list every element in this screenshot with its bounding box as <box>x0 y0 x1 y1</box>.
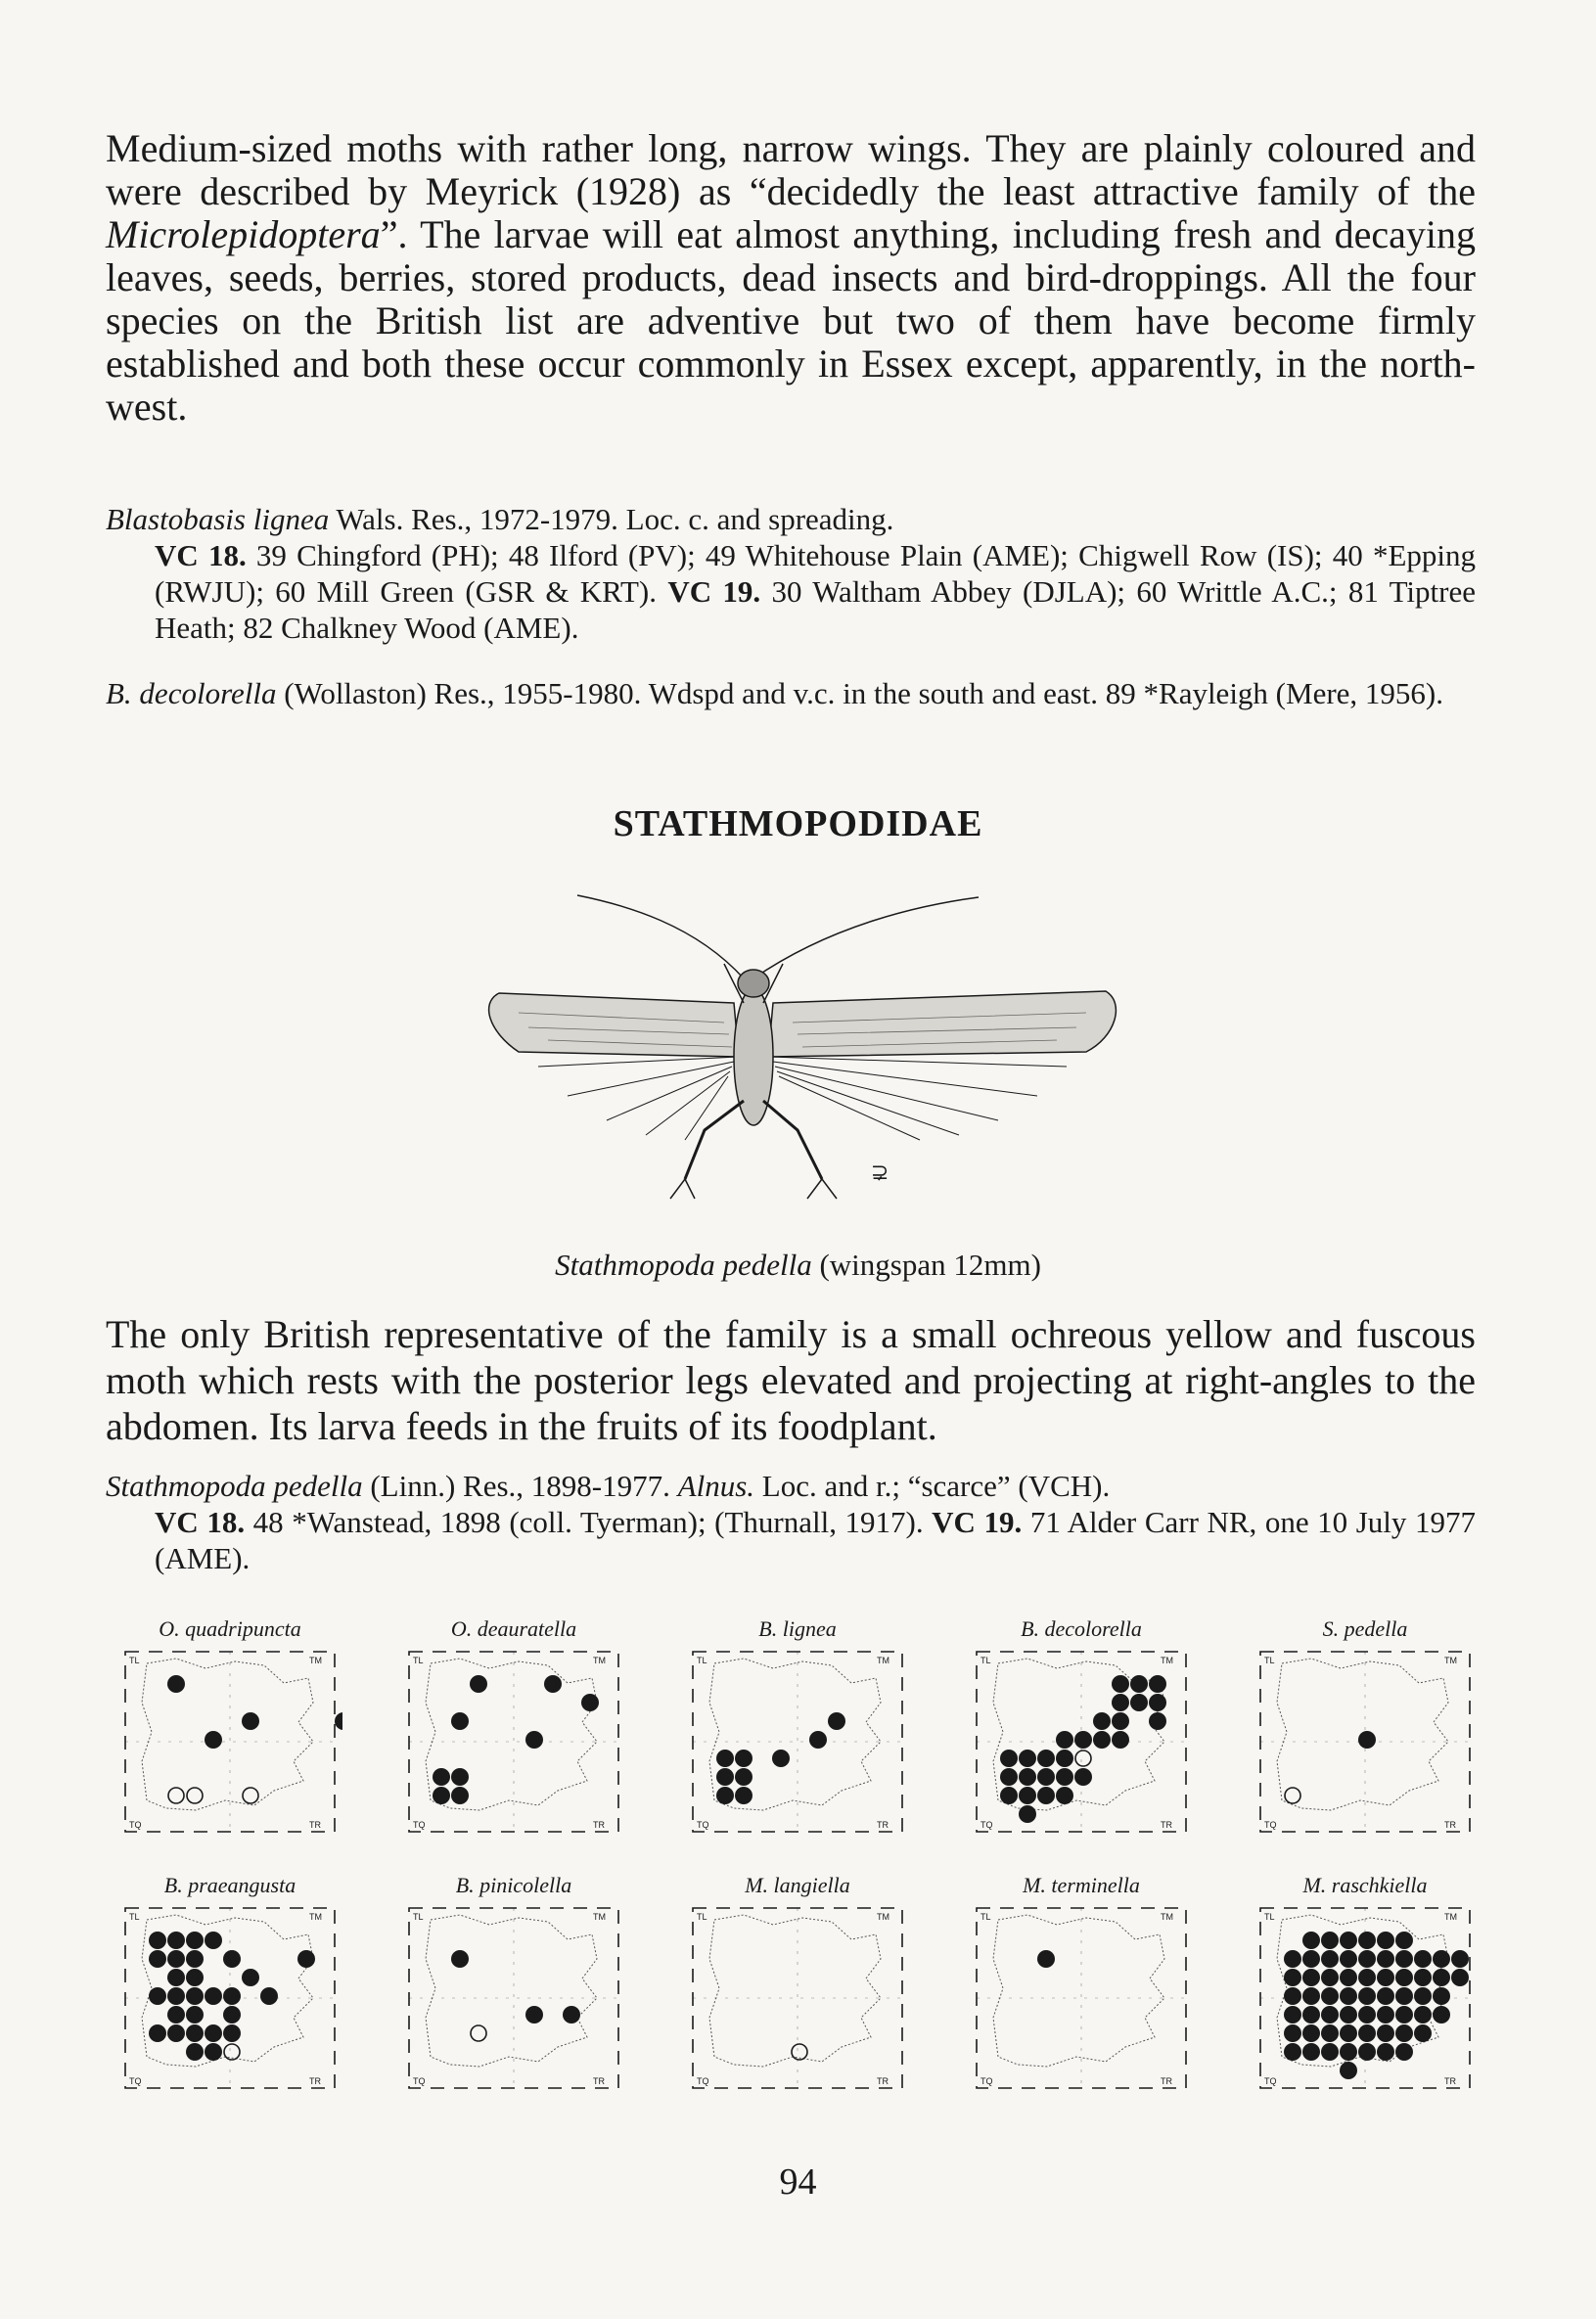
record-dot-filled <box>1112 1694 1129 1711</box>
map-species-label: O. quadripuncta <box>159 1616 301 1641</box>
record-dot-filled <box>1056 1750 1073 1767</box>
grid-square-label: TM <box>1161 1656 1173 1665</box>
record-dot-filled <box>1302 2043 1320 2061</box>
grid-square-label: TM <box>593 1912 606 1922</box>
grid-square-label: TM <box>1444 1656 1457 1665</box>
record-dot-filled <box>1019 1805 1036 1823</box>
record-dot-filled <box>716 1750 734 1767</box>
map-grid <box>1253 1644 1478 1840</box>
record-dot-filled <box>563 2006 580 2023</box>
county-outline <box>426 1915 597 2067</box>
distribution-map <box>108 1871 352 2106</box>
record-dot-filled <box>167 1987 185 2005</box>
record-dot-filled <box>1377 1932 1394 1949</box>
grid-square-label: TL <box>697 1912 707 1922</box>
record-dot-filled <box>205 1987 222 2005</box>
record-dot-filled <box>1358 1987 1376 2005</box>
species-entry-pedella <box>106 1468 1476 1576</box>
record-dot-filled <box>1414 2024 1432 2042</box>
record-dot-filled <box>1377 1950 1394 1968</box>
grid-square-label: TL <box>129 1656 140 1665</box>
moth-illustration <box>460 886 1145 1208</box>
record-dot-filled <box>1451 1950 1469 1968</box>
record-dot-filled <box>1358 1969 1376 1986</box>
vice-county-label: VC 18. <box>155 538 247 572</box>
grid-square-label: TR <box>309 2076 321 2086</box>
record-dot-filled <box>1433 2006 1450 2023</box>
record-dot-filled <box>1302 1950 1320 1968</box>
record-dot-filled <box>525 2006 543 2023</box>
record-dot-filled <box>167 1969 185 1986</box>
record-dot-filled <box>149 1950 166 1968</box>
record-dot-filled <box>1056 1768 1073 1786</box>
vc18-records: 48 *Wanstead, 1898 (coll. Tyerman); (Thurnall, 1917). <box>245 1505 933 1539</box>
grid-square-label: TQ <box>129 1820 142 1830</box>
species-entry-decolorella <box>106 675 1476 711</box>
record-dot-filled <box>1302 1987 1320 2005</box>
record-dot-filled <box>1395 2043 1413 2061</box>
map-grid <box>685 1900 910 2096</box>
record-dot-filled <box>1340 1969 1357 1986</box>
record-dot-filled <box>1358 1950 1376 1968</box>
grid-square-label: TQ <box>980 1820 993 1830</box>
record-dot-filled <box>716 1787 734 1804</box>
grid-square-label: TM <box>593 1656 606 1665</box>
record-dot-filled <box>223 1950 241 1968</box>
county-outline <box>142 1659 313 1810</box>
record-dot-filled <box>1395 1950 1413 1968</box>
record-dot-filled <box>1340 2043 1357 2061</box>
record-dot-filled <box>1056 1731 1073 1749</box>
grid-square-label: TL <box>413 1912 424 1922</box>
record-dot-open <box>168 1788 184 1803</box>
record-dot-filled <box>451 1950 469 1968</box>
grid-square-label: TM <box>309 1656 322 1665</box>
grid-square-label: TR <box>1444 1820 1456 1830</box>
map-species-label: B. pinicolella <box>455 1873 572 1897</box>
map-species-label: B. praeangusta <box>163 1873 296 1897</box>
illustration-caption <box>0 1248 1596 1283</box>
record-dot-filled <box>1395 1969 1413 1986</box>
record-dot-filled <box>1284 2024 1301 2042</box>
record-dot-filled <box>223 1987 241 2005</box>
record-dot-filled <box>1112 1731 1129 1749</box>
svg-text:⊋: ⊋ <box>871 1160 889 1184</box>
record-dot-filled <box>205 1731 222 1749</box>
record-dot-filled <box>167 1932 185 1949</box>
record-dot-filled <box>186 2043 204 2061</box>
distribution-maps <box>108 1614 1497 2162</box>
record-dot-filled <box>1377 1987 1394 2005</box>
record-dot-filled <box>1284 1950 1301 1968</box>
record-dot-filled <box>1056 1787 1073 1804</box>
grid-square-label: TR <box>877 1820 889 1830</box>
record-dot-filled <box>1377 2043 1394 2061</box>
grid-square-label: TL <box>980 1912 991 1922</box>
record-dot-filled <box>1395 1987 1413 2005</box>
record-dot-filled <box>260 1987 278 2005</box>
record-dot-filled <box>205 1932 222 1949</box>
grid-square-label: TQ <box>1264 1820 1277 1830</box>
record-dot-filled <box>186 1932 204 1949</box>
map-grid <box>969 1900 1194 2096</box>
distribution-map <box>959 1871 1204 2106</box>
species-name: B. decolorella <box>106 676 277 710</box>
record-dot-filled <box>1019 1750 1036 1767</box>
record-dot-filled <box>1321 2043 1339 2061</box>
record-dot-filled <box>149 1932 166 1949</box>
vc18-records: 39 Chingford (PH); 48 Ilford (PV); 49 Whitehouse Plain (AME); Chigwell Row (IS); 40 *Epping (RWJU); 60 Mill Green (GSR & KRT). <box>155 538 1476 609</box>
grid-square-label: TL <box>980 1656 991 1665</box>
record-dot-filled <box>1302 2006 1320 2023</box>
grid-square-label: TR <box>593 1820 605 1830</box>
record-dot-filled <box>1000 1750 1018 1767</box>
record-dot-filled <box>242 1712 259 1730</box>
record-dot-filled <box>167 1950 185 1968</box>
record-dot-filled <box>735 1787 752 1804</box>
species-records <box>106 537 1476 646</box>
grid-square-label: TQ <box>413 2076 426 2086</box>
species-status: Wals. Res., 1972-1979. Loc. c. and spreading. <box>329 502 894 536</box>
grid-square-label: TL <box>413 1656 424 1665</box>
record-dot-filled <box>1321 1932 1339 1949</box>
record-dot-filled <box>186 1987 204 2005</box>
grid-square-label: TQ <box>1264 2076 1277 2086</box>
record-dot-filled <box>1112 1675 1129 1693</box>
record-dot-filled <box>828 1712 845 1730</box>
record-dot-filled <box>1130 1675 1148 1693</box>
grid-square-label: TR <box>593 2076 605 2086</box>
record-dot-filled <box>186 1950 204 1968</box>
record-dot-filled <box>1284 1969 1301 1986</box>
family-intro-paragraph <box>106 127 1476 429</box>
record-dot-filled <box>772 1750 790 1767</box>
map-grid <box>685 1644 910 1840</box>
record-dot-filled <box>242 1969 259 1986</box>
map-grid <box>401 1900 626 2096</box>
page-number: 94 <box>779 2161 817 2203</box>
intro-text: Medium-sized moths with rather long, narrow wings. They are plainly coloured and were described by Meyrick (1928) as “decidedly the least attractive family of the <box>106 126 1476 213</box>
record-dot-filled <box>1433 1987 1450 2005</box>
grid-square-label: TL <box>129 1912 140 1922</box>
record-dot-filled <box>581 1694 599 1711</box>
grid-square-label: TM <box>877 1656 889 1665</box>
map-species-label: M. terminella <box>1023 1873 1140 1897</box>
record-dot-filled <box>1340 2062 1357 2079</box>
record-dot-filled <box>1377 2024 1394 2042</box>
species-status: (Wollaston) Res., 1955-1980. Wdspd and v.c. in the south and east. 89 *Rayleigh (Mere, 1956). <box>276 676 1443 710</box>
record-dot-open <box>224 2044 240 2060</box>
vice-county-label: VC 18. <box>155 1505 246 1539</box>
record-dot-filled <box>1112 1712 1129 1730</box>
record-dot-filled <box>1340 1987 1357 2005</box>
vc19-records: 30 Waltham Abbey (DJLA); 60 Writtle A.C.; 81 Tiptree Heath; 82 Chalkney Wood (AME). <box>155 574 1476 645</box>
distribution-map <box>1243 1614 1487 1849</box>
county-outline <box>426 1659 597 1810</box>
record-dot-filled <box>433 1787 450 1804</box>
record-dot-filled <box>1037 1750 1055 1767</box>
record-dot-filled <box>1340 2006 1357 2023</box>
family-heading: STATHMOPODIDAE <box>613 803 983 844</box>
species-entry-lignea <box>106 501 1476 646</box>
record-dot-filled <box>149 1987 166 2005</box>
record-dot-filled <box>1321 2024 1339 2042</box>
record-dot-filled <box>470 1675 487 1693</box>
record-dot-filled <box>149 2024 166 2042</box>
record-dot-filled <box>1358 2024 1376 2042</box>
record-dot-filled <box>1340 2024 1357 2042</box>
record-dot-filled <box>1321 1987 1339 2005</box>
grid-square-label: TM <box>1444 1912 1457 1922</box>
grid-square-label: TR <box>1161 1820 1172 1830</box>
record-dot-filled <box>1284 2043 1301 2061</box>
grid-square-label: TM <box>309 1912 322 1922</box>
distribution-map <box>1243 1871 1487 2106</box>
record-dot-filled <box>525 1731 543 1749</box>
record-dot-open <box>471 2025 486 2041</box>
grid-square-label: TR <box>877 2076 889 2086</box>
host-plant: Alnus. <box>677 1469 755 1503</box>
record-dot-filled <box>1377 2006 1394 2023</box>
distribution-map <box>959 1614 1204 1849</box>
record-dot-filled <box>735 1750 752 1767</box>
record-dot-filled <box>1149 1694 1166 1711</box>
record-dot-filled <box>1074 1768 1092 1786</box>
distribution-map <box>391 1614 636 1849</box>
record-dot-filled <box>167 2024 185 2042</box>
record-dot-filled <box>451 1787 469 1804</box>
record-dot-open <box>1075 1751 1091 1766</box>
record-dot-filled <box>1340 1932 1357 1949</box>
record-dot-filled <box>1093 1712 1111 1730</box>
record-dot-filled <box>1019 1768 1036 1786</box>
map-grid <box>969 1644 1194 1840</box>
record-dot-filled <box>1414 1950 1432 1968</box>
grid-square-label: TM <box>1161 1912 1173 1922</box>
record-dot-filled <box>1395 2006 1413 2023</box>
record-dot-filled <box>1321 1969 1339 1986</box>
record-dot-filled <box>167 1675 185 1693</box>
record-dot-filled <box>1037 1768 1055 1786</box>
record-dot-open <box>1285 1788 1300 1803</box>
record-dot-filled <box>335 1712 342 1730</box>
record-dot-filled <box>186 1969 204 1986</box>
intro-italic-term: Microlepidoptera <box>106 212 381 256</box>
record-dot-filled <box>1149 1712 1166 1730</box>
grid-square-label: TQ <box>413 1820 426 1830</box>
vice-county-label: VC 19. <box>932 1505 1023 1539</box>
grid-square-label: TR <box>1161 2076 1172 2086</box>
record-dot-filled <box>451 1712 469 1730</box>
map-species-label: M. langiella <box>745 1873 850 1897</box>
record-dot-filled <box>1451 1969 1469 1986</box>
record-dot-filled <box>167 2006 185 2023</box>
record-dot-filled <box>1284 2006 1301 2023</box>
record-dot-filled <box>186 2024 204 2042</box>
record-dot-filled <box>1321 2006 1339 2023</box>
record-dot-filled <box>1149 1675 1166 1693</box>
map-species-label: B. decolorella <box>1021 1616 1142 1641</box>
record-dot-filled <box>1000 1768 1018 1786</box>
grid-square-label: TL <box>1264 1912 1275 1922</box>
map-species-label: M. raschkiella <box>1302 1873 1428 1897</box>
record-dot-filled <box>1340 1950 1357 1968</box>
map-grid <box>401 1644 626 1840</box>
county-outline <box>993 1915 1164 2067</box>
record-dot-filled <box>1414 1969 1432 1986</box>
distribution-map <box>391 1871 636 2106</box>
record-dot-filled <box>1414 1987 1432 2005</box>
distribution-map <box>108 1614 352 1849</box>
species-name: Blastobasis lignea <box>106 502 330 536</box>
record-dot-filled <box>1395 2024 1413 2042</box>
intro-text-rest: ”. The larvae will eat almost anything, including fresh and decaying leaves, seeds, berries, stored products, dead insects and bird-droppings. All the four species on the British list are adventive but two of them have become firmly established and both these occur commonly in Essex except, apparently, in the north-west. <box>106 212 1476 429</box>
grid-square-label: TQ <box>697 1820 709 1830</box>
map-grid <box>117 1900 342 2096</box>
record-dot-filled <box>809 1731 827 1749</box>
record-dot-filled <box>1074 1731 1092 1749</box>
record-dot-filled <box>1321 1950 1339 1968</box>
record-dot-open <box>187 1788 203 1803</box>
record-dot-filled <box>186 2006 204 2023</box>
record-dot-filled <box>297 1950 315 1968</box>
record-dot-filled <box>1037 1787 1055 1804</box>
map-species-label: S. pedella <box>1322 1616 1408 1641</box>
vc19-records: 71 Alder Carr NR, one 10 July 1977 (AME). <box>155 1505 1476 1575</box>
caption-species: Stathmopoda pedella <box>555 1248 812 1282</box>
record-dot-filled <box>544 1675 562 1693</box>
record-dot-filled <box>1302 1932 1320 1949</box>
record-dot-filled <box>1284 1987 1301 2005</box>
record-dot-open <box>243 1788 258 1803</box>
grid-square-label: TL <box>697 1656 707 1665</box>
species-status-rest: Loc. and r.; “scarce” (VCH). <box>754 1469 1111 1503</box>
record-dot-filled <box>1358 2006 1376 2023</box>
species-status: (Linn.) Res., 1898-1977. <box>362 1469 678 1503</box>
record-dot-filled <box>1302 2024 1320 2042</box>
record-dot-filled <box>1377 1969 1394 1986</box>
caption-wingspan: (wingspan 12mm) <box>811 1248 1041 1282</box>
record-dot-filled <box>223 2006 241 2023</box>
grid-square-label: TQ <box>980 2076 993 2086</box>
record-dot-filled <box>1037 1950 1055 1968</box>
record-dot-filled <box>205 2024 222 2042</box>
county-outline <box>709 1915 881 2067</box>
grid-square-label: TL <box>1264 1656 1275 1665</box>
map-species-label: B. lignea <box>758 1616 837 1641</box>
record-dot-open <box>792 2044 807 2060</box>
record-dot-filled <box>1395 1932 1413 1949</box>
family-description-paragraph: The only British representative of the family is a small ochreous yellow and fuscous moth which rests with the posterior legs elevated and projecting at right-angles to the abdomen. Its larva feeds in the fruits of its foodplant. <box>106 1312 1476 1448</box>
record-dot-filled <box>1433 1969 1450 1986</box>
map-species-label: O. deauratella <box>450 1616 577 1641</box>
species-records <box>106 1504 1476 1576</box>
species-name: Stathmopoda pedella <box>106 1469 363 1503</box>
distribution-map <box>675 1871 920 2106</box>
record-dot-filled <box>1000 1787 1018 1804</box>
record-dot-filled <box>1358 2043 1376 2061</box>
record-dot-filled <box>223 2024 241 2042</box>
record-dot-filled <box>1302 1969 1320 1986</box>
vice-county-label: VC 19. <box>667 574 761 609</box>
record-dot-filled <box>1414 2006 1432 2023</box>
county-outline <box>709 1659 881 1810</box>
record-dot-filled <box>1019 1787 1036 1804</box>
map-grid <box>117 1644 342 1840</box>
grid-square-label: TQ <box>129 2076 142 2086</box>
distribution-map <box>675 1614 920 1849</box>
record-dot-filled <box>1093 1731 1111 1749</box>
record-dot-filled <box>1358 1932 1376 1949</box>
record-dot-filled <box>1358 1731 1376 1749</box>
record-dot-filled <box>205 2043 222 2061</box>
grid-square-label: TQ <box>697 2076 709 2086</box>
grid-square-label: TR <box>1444 2076 1456 2086</box>
grid-square-label: TM <box>877 1912 889 1922</box>
record-dot-filled <box>433 1768 450 1786</box>
record-dot-filled <box>1433 1950 1450 1968</box>
record-dot-filled <box>716 1768 734 1786</box>
record-dot-filled <box>1130 1694 1148 1711</box>
map-grid <box>1253 1900 1478 2096</box>
record-dot-filled <box>735 1768 752 1786</box>
grid-square-label: TR <box>309 1820 321 1830</box>
record-dot-filled <box>451 1768 469 1786</box>
